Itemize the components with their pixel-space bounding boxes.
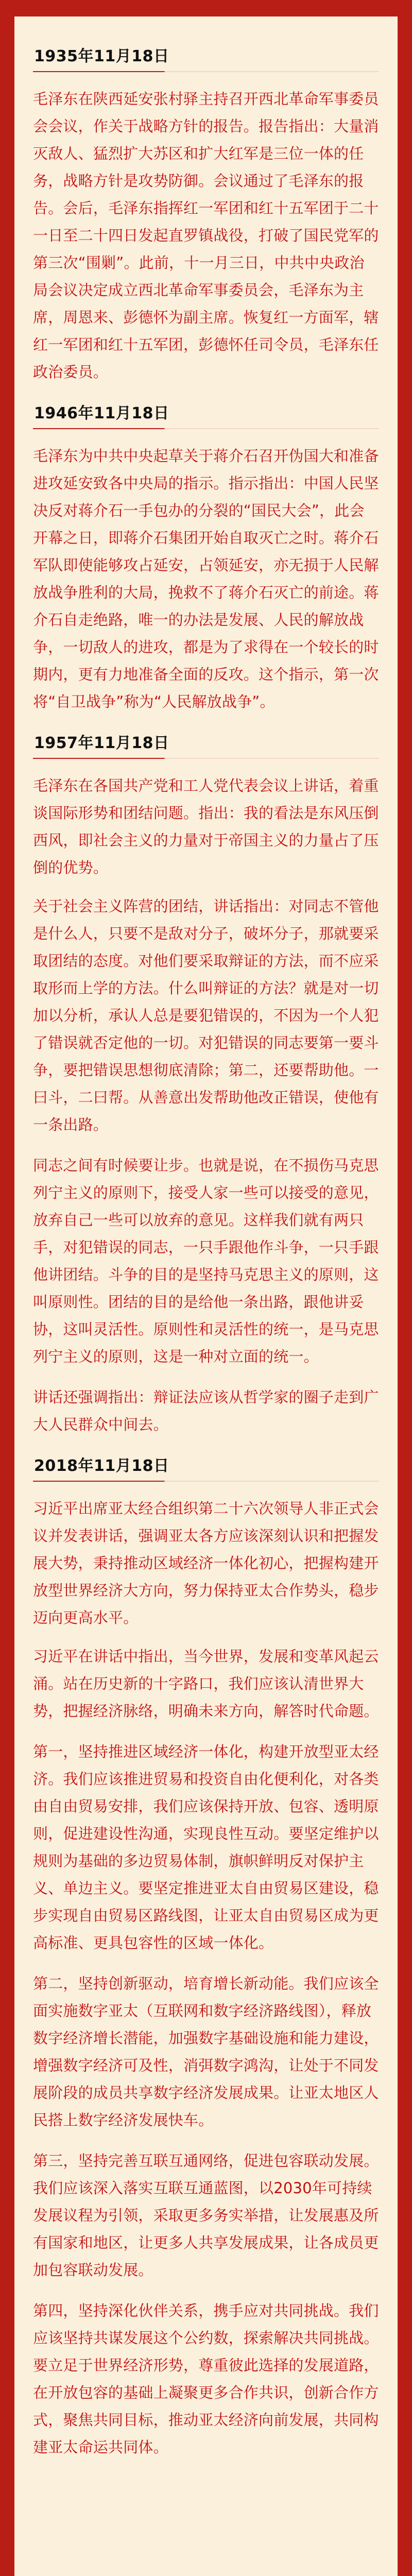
entry-paragraph: 关于社会主义阵营的团结，讲话指出：对同志不管他是什么人，只要不是敌对分子，破坏分子，那就要采取团结的态度。对他们要采取辩证的方法，而不应采取形而上学的方法。什么叫辩证的方法？就是对一切加以分析，承认人总是要犯错误的，不因为一个人犯了错误就否定他的一切。对犯错误的同志要第一要斗争，要把错误思想彻底清除；第二，还要帮助他。一曰斗，二曰帮。从善意出发帮助他改正错误，使他有一条出路。 [33,897,379,1133]
history-entry-1935 [33,46,379,386]
entry-paragraph: 毛泽东为中共中央起草关于蒋介石召开伪国大和准备进攻延安致各中央局的指示。指示指出：中国人民坚决反对蒋介石一手包办的分裂的“国民大会”，此会开幕之日，即蒋介石集团开始自取灭亡之时。蒋介石军队即使能够攻占延安，占领延安，亦无损于人民解放战争胜利的大局，挽救不了蒋介石灭亡的前途。蒋介石自走绝路，唯一的办法是发展、人民的解放战争，一切敌人的进攻，都是为了求得在一个较长的时期内，更有力地准备全面的反攻。这个指示，第一次将“自卫战争”称为“人民解放战争”。 [33,447,379,710]
date-heading-row [33,733,379,759]
date-heading-row [33,1456,379,1482]
date-divider [33,1481,379,1482]
date-heading-row [33,46,379,72]
content-card [14,16,398,2576]
entry-paragraph: 第三，坚持完善互联互通网络，促进包容联动发展。我们应该深入落实互联互通蓝图，以2030年可持续发展议程为引领，采取更多务实举措，让发展惠及所有国家和地区，让更多人共享发展成果，让各成员更加包容联动发展。 [33,2152,379,2279]
date-heading: 2018年11月18日 [34,1457,169,1475]
date-divider [33,758,379,759]
entry-paragraph: 习近平在讲话中指出，当今世界，发展和变革风起云涌。站在历史新的十字路口，我们应该认清世界大势，把握经济脉络，明确未来方向，解答时代命题。 [33,1648,379,1720]
entry-paragraph: 第一，坚持推进区域经济一体化，构建开放型亚太经济。我们应该推进贸易和投资自由化便利化，对各类由自由贸易安排，我们应该保持开放、包容、透明原则，促进建设性沟通，实现良性互动。要坚定维护以规则为基础的多边贸易体制，旗帜鲜明反对保护主义、单边主义。要坚定推进亚太自由贸易区建设，稳步实现自由贸易区路线图，让亚太自由贸易区成为更高标准、更具包容性的区域一体化。 [33,1743,379,1952]
date-heading-row [33,403,379,429]
date-divider [33,71,379,72]
history-entry-1946 [33,403,379,716]
entry-paragraph: 同志之间有时候要让步。也就是说，在不损伤马克思列宁主义的原则下，接受人家一些可以接受的意见，放弃自己一些可以放弃的意见。这样我们就有两只手，对犯错误的同志，一只手跟他作斗争，一只手跟他讲团结。斗争的目的是坚持马克思主义的原则，这叫原则性。团结的目的是给他一条出路，跟他讲妥协，这叫灵活性。原则性和灵活性的统一，是马克思列宁主义的原则，这是一种对立面的统一。 [33,1157,379,1365]
date-divider [33,428,379,429]
entry-paragraph: 第二，坚持创新驱动，培育增长新动能。我们应该全面实施数字亚太（互联网和数字经济路线图），释放数字经济增长潜能，加强数字基础设施和能力建设，增强数字经济可及性，消弭数字鸿沟，让处于不同发展阶段的成员共享数字经济发展成果。让亚太地区人民搭上数字经济发展快车。 [33,1975,379,2129]
date-heading: 1957年11月18日 [34,734,169,752]
history-entry-2018 [33,1456,379,2461]
date-heading: 1946年11月18日 [34,404,169,422]
entry-paragraph: 第四，坚持深化伙伴关系，携手应对共同挑战。我们应该坚持共谋发展这个公约数，探索解决共同挑战。要立足于世界经济形势，尊重彼此选择的发展道路，在开放包容的基础上凝聚更多合作共识，创新合作方式，聚焦共同目标，推动亚太经济向前发展，共同构建亚太命运共同体。 [33,2302,379,2456]
date-heading: 1935年11月18日 [34,47,169,65]
history-entry-1957 [33,733,379,1438]
entry-paragraph: 讲话还强调指出：辩证法应该从哲学家的圈子走到广大人民群众中间去。 [33,1388,379,1433]
entry-paragraph: 毛泽东在各国共产党和工人党代表会议上讲话，着重谈国际形势和团结问题。指出：我的看法是东风压倒西风，即社会主义的力量对于帝国主义的力量占了压倒的优势。 [33,777,379,876]
entry-paragraph: 习近平出席亚太经合组织第二十六次领导人非正式会议并发表讲话，强调亚太各方应该深刻认识和把握发展大势，秉持推动区域经济一体化初心，把握构建开放型世界经济大方向，努力保持亚太合作势头，稳步迈向更高水平。 [33,1500,379,1626]
entry-paragraph: 毛泽东在陕西延安张村驿主持召开西北革命军事委员会会议，作关于战略方针的报告。报告指出：大量消灭敌人、猛烈扩大苏区和扩大红军是三位一体的任务，战略方针是攻势防御。会议通过了毛泽东的报告。会后，毛泽东指挥红一军团和红十五军团于二十一日至二十四日发起直罗镇战役，打破了国民党军的第三次“围剿”。此前，十一月三日，中共中央政治局会议决定成立西北革命军事委员会，毛泽东为主席，周恩来、彭德怀为副主席。恢复红一方面军，辖红一军团和红十五军团，彭德怀任司令员，毛泽东任政治委员。 [33,90,379,381]
